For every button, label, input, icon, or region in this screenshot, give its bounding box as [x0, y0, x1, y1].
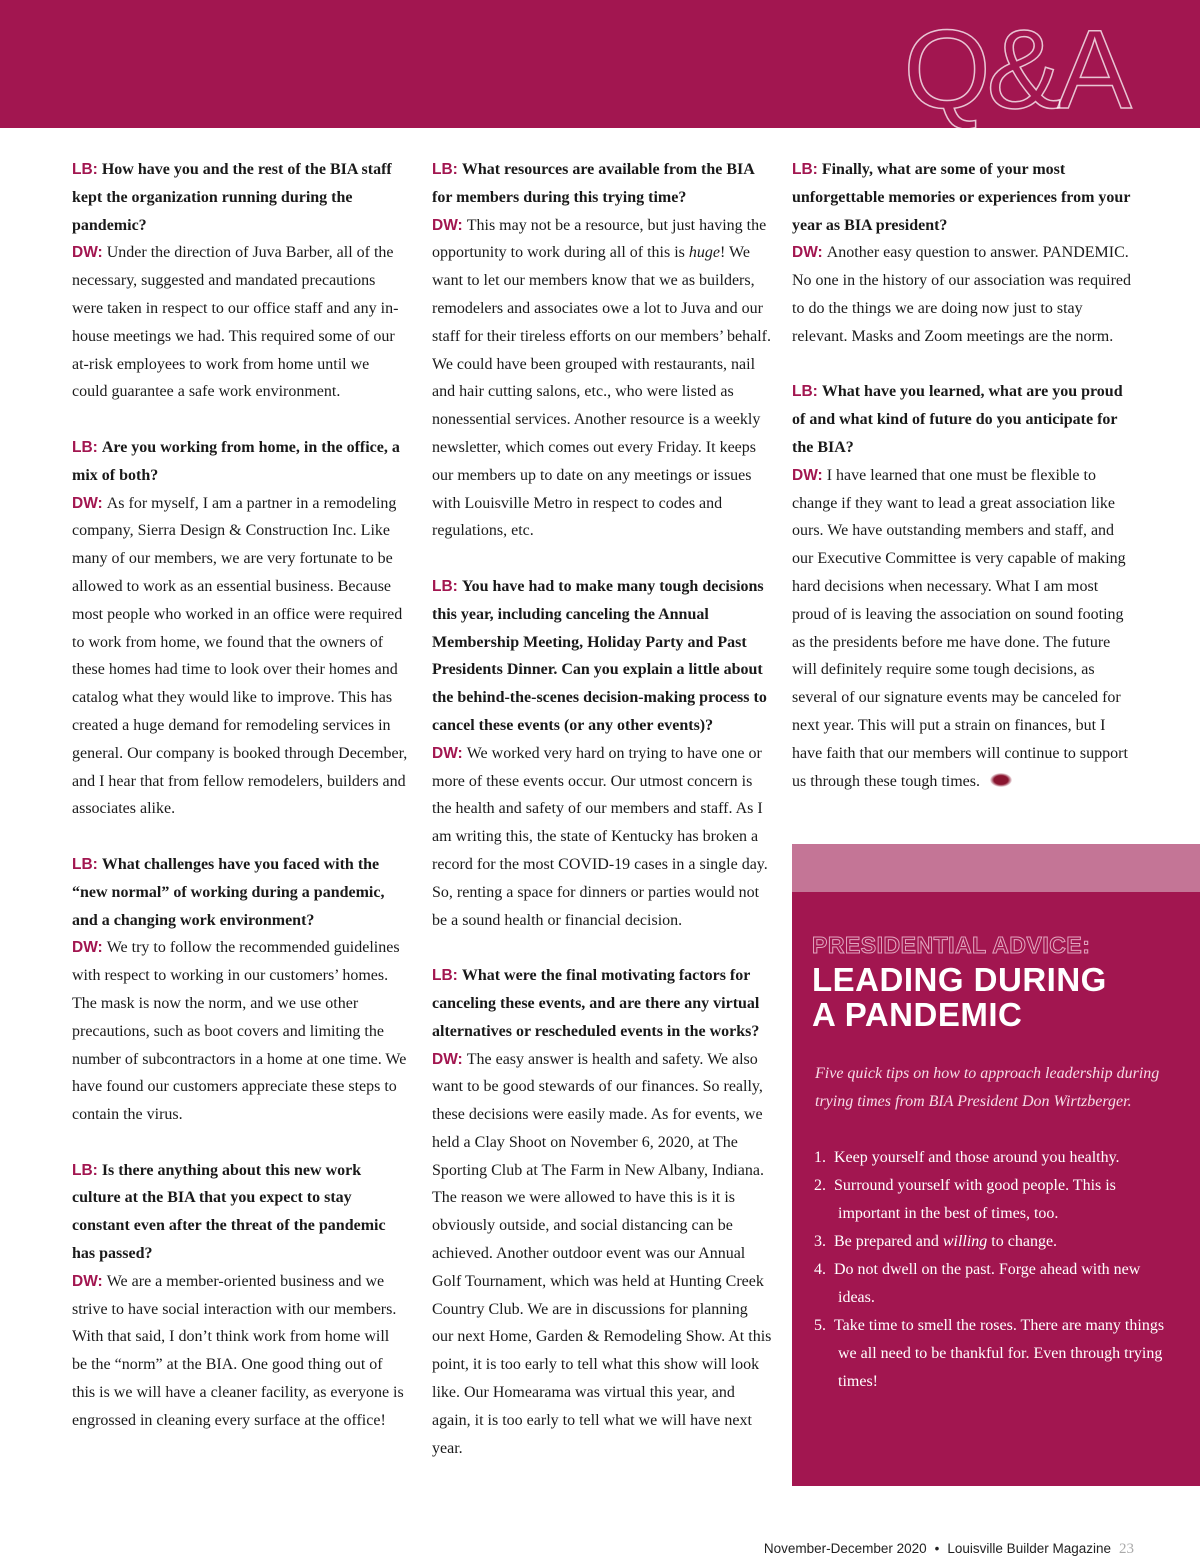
answer: [432, 740, 772, 935]
tip-text: Surround yourself with good people. This is important in the best of times, too.: [834, 1177, 1116, 1222]
interviewer-tag: LB:: [72, 438, 98, 456]
answer: [72, 934, 408, 1129]
answer-text: ! We want to let our members know that we as builders, remodelers and associates owe a lot to Juva and our staff for their tireless efforts on our members’ behalf. We could have been grouped with restaurants, nail and hair cutting salons, etc., who were listed as nonessential services. Another resource is a weekly newsletter, which comes out every Friday. It keeps our members up to date on any meetings or issues with Louisville Metro in respect to codes and regulations, etc.: [432, 244, 771, 540]
interviewee-tag: DW:: [792, 244, 823, 262]
tip-number: 5.: [814, 1317, 826, 1334]
qa-item: [432, 156, 772, 545]
tip-item: [814, 1312, 1174, 1396]
answer-emphasis: huge: [688, 244, 720, 262]
answer-text: We try to follow the recommended guidelines with respect to working in our customers’ homes. The mask is now the norm, and we use other precautions, such as boot covers and limiting the number of subcontractors in a home at one time. We have found our customers appreciate these steps to contain the virus.: [72, 939, 407, 1124]
interviewer-tag: LB:: [792, 383, 818, 401]
column-3: [792, 156, 1132, 823]
question: [792, 378, 1132, 461]
interviewee-tag: DW:: [72, 939, 103, 957]
interviewee-tag: DW:: [432, 744, 463, 762]
tip-item: [814, 1256, 1174, 1312]
answer: [72, 239, 408, 406]
answer: [72, 490, 408, 824]
answer-text: The easy answer is health and safety. We also want to be good stewards of our finances. So really, these decisions were easily made. As for events, we held a Clay Shoot on November 6, 2020, at The Sporting Club at The Farm in New Albany, Indiana. The reason we were allowed to have this is it is obviously outside, and social distancing can be achieved. Another outdoor event was our Annual Golf Tournament, which was held at Hunting Creek Country Club. We are in discussions for planning our next Home, Garden & Remodeling Show. At this point, it is too early to tell what this show will look like. Our Homearama was virtual this year, and again, it is too early to tell what we will have next year.: [432, 1050, 772, 1457]
interviewee-tag: DW:: [72, 1272, 103, 1290]
interviewer-tag: LB:: [792, 161, 818, 178]
question-text: What were the final motivating factors for canceling these events, and are there any virtual alternatives or rescheduled events in the works?: [432, 967, 760, 1040]
qa-item: [72, 1157, 408, 1435]
answer-text: We are a member-oriented business and we strive to have social interaction with our members. With that said, I don’t think work from home will be the “norm” at the BIA. One good thing out of this is we will have a cleaner facility, as everyone is engrossed in cleaning every surface at the office!: [72, 1272, 404, 1429]
answer-text: We worked very hard on trying to have one or more of these events occur. Our utmost concern is the health and safety of our members and staff. As I am writing this, the state of Kentucky has broken a record for the most COVID-19 cases in a single day. So, renting a space for dinners or parties would not be a sound health or financial decision.: [432, 744, 768, 929]
question: [792, 156, 1132, 239]
question: [72, 156, 408, 239]
question-text: Are you working from home, in the office, a mix of both?: [72, 438, 400, 484]
qa-item: [72, 434, 408, 823]
question: [432, 573, 772, 740]
question: [432, 962, 772, 1045]
question-text: You have had to make many tough decisions this year, including canceling the Annual Membership Meeting, Holiday Party and Past Presidents Dinner. Can you explain a little about the behind-the-scenes decision-making process to cancel these events (or any other events)?: [432, 577, 767, 734]
question-text: What have you learned, what are you proud of and what kind of future do you anticipate for the BIA?: [792, 383, 1123, 456]
interviewee-tag: DW:: [432, 1050, 463, 1068]
question: [432, 156, 772, 212]
question: [72, 851, 408, 934]
page-footer: [764, 1541, 1134, 1558]
sidebar-intro: Five quick tips on how to approach leadership during trying times from BIA President Don Wirtzberger.: [815, 1065, 1160, 1110]
qa-item: [432, 962, 772, 1462]
tip-number: 4.: [814, 1261, 826, 1278]
issue-date: November-December 2020: [763, 1541, 927, 1556]
interviewee-tag: DW:: [792, 466, 823, 484]
question-text: Finally, what are some of your most unforgettable memories or experiences from your year as BIA president?: [792, 161, 1131, 234]
section-title: Q&A: [903, 7, 1128, 128]
tip-text: to change.: [987, 1233, 1058, 1250]
tip-text: Be prepared and: [834, 1233, 943, 1250]
tips-list: [814, 1144, 1174, 1396]
interviewee-tag: DW:: [72, 244, 103, 262]
sidebar-title: LEADING DURING A PANDEMIC: [812, 961, 1107, 1033]
tip-text: Take time to smell the roses. There are many things we all need to be thankful for. Even through trying times!: [834, 1317, 1165, 1390]
tip-text: Keep yourself and those around you healthy.: [834, 1149, 1120, 1166]
tip-item: [814, 1172, 1174, 1228]
end-mark-icon: [990, 773, 1012, 787]
answer: [792, 462, 1132, 796]
qa-item: [72, 851, 408, 1129]
magazine-name: Louisville Builder Magazine: [947, 1541, 1111, 1556]
interviewer-tag: LB:: [432, 161, 458, 178]
header-banner: [0, 0, 1200, 128]
question-text: What challenges have you faced with the “new normal” of working during a pandemic, and a changing work environment?: [72, 855, 385, 929]
sidebar-kicker: PRESIDENTIAL ADVICE:: [812, 932, 1091, 958]
question: [72, 434, 408, 490]
answer: [432, 212, 772, 546]
qa-item: [72, 156, 408, 406]
answer-text: Under the direction of Juva Barber, all of the necessary, suggested and mandated precautions were taken in respect to our office staff and any in-house meetings we had. This required some of our at-risk employees to work from home until we could guarantee a safe work environment.: [72, 244, 399, 401]
column-2: [432, 156, 772, 1490]
qa-item: [792, 156, 1132, 351]
answer-text: Another easy question to answer. PANDEMIC. No one in the history of our association was required to do the things we are doing now just to stay relevant. Masks and Zoom meetings are the norm.: [792, 244, 1132, 345]
answer: [432, 1046, 772, 1463]
answer: [72, 1268, 408, 1435]
interviewer-tag: LB:: [72, 1161, 98, 1179]
tip-text: Do not dwell on the past. Forge ahead with new ideas.: [834, 1261, 1141, 1306]
tip-number: 2.: [814, 1177, 826, 1194]
tip-number: 3.: [814, 1233, 826, 1250]
sidebar-header-strip: [792, 844, 1200, 892]
interviewer-tag: LB:: [432, 967, 458, 985]
question-text: Is there anything about this new work culture at the BIA that you expect to stay constant even after the threat of the pandemic has passed?: [72, 1161, 386, 1263]
question-text: How have you and the rest of the BIA staff kept the organization running during the pandemic?: [72, 161, 392, 234]
question-text: What resources are available from the BIA for members during this trying time?: [432, 161, 754, 206]
answer-text: This may not be a resource, but just having the opportunity to work during all of this is: [432, 216, 767, 262]
answer-text: As for myself, I am a partner in a remodeling company, Sierra Design & Construction Inc. Like many of our members, we are very fortunate to be allowed to work as an essential business. Because most people who worked in an office were required to work from home, we found that the owners of these homes had time to look over their homes and catalog what they would like to improve. This has created a huge demand for remodeling services in general. Our company is booked through December, and I hear that from fellow remodelers, builders and associates alike.: [72, 494, 408, 818]
interviewee-tag: DW:: [72, 494, 103, 512]
question: [72, 1157, 408, 1268]
interviewer-tag: LB:: [72, 161, 98, 178]
footer-separator: •: [934, 1541, 940, 1556]
qa-item: [432, 573, 772, 934]
interviewee-tag: DW:: [432, 216, 463, 234]
page-number: 23: [1119, 1541, 1134, 1557]
tip-number: 1.: [814, 1149, 826, 1166]
tip-emphasis: willing: [942, 1233, 988, 1250]
tip-item: [814, 1228, 1174, 1256]
answer-text: I have learned that one must be flexible to change if they want to lead a great association like ours. We have outstanding members and staff, and our Executive Committee is very capable of making hard decisions when necessary. What I am most proud of is leaving the association on sound footing as the presidents before me have done. The future will definitely require some tough decisions, as several of our signature events may be canceled for next year. This will put a strain on finances, but I have faith that our members will continue to support us through these tough times.: [792, 466, 1128, 790]
tip-item: [814, 1144, 1174, 1172]
presidential-advice-sidebar: [792, 892, 1200, 1486]
column-1: [72, 156, 408, 1462]
qa-item: [792, 378, 1132, 795]
interviewer-tag: LB:: [72, 855, 98, 873]
answer: [792, 239, 1132, 350]
interviewer-tag: LB:: [432, 577, 458, 595]
